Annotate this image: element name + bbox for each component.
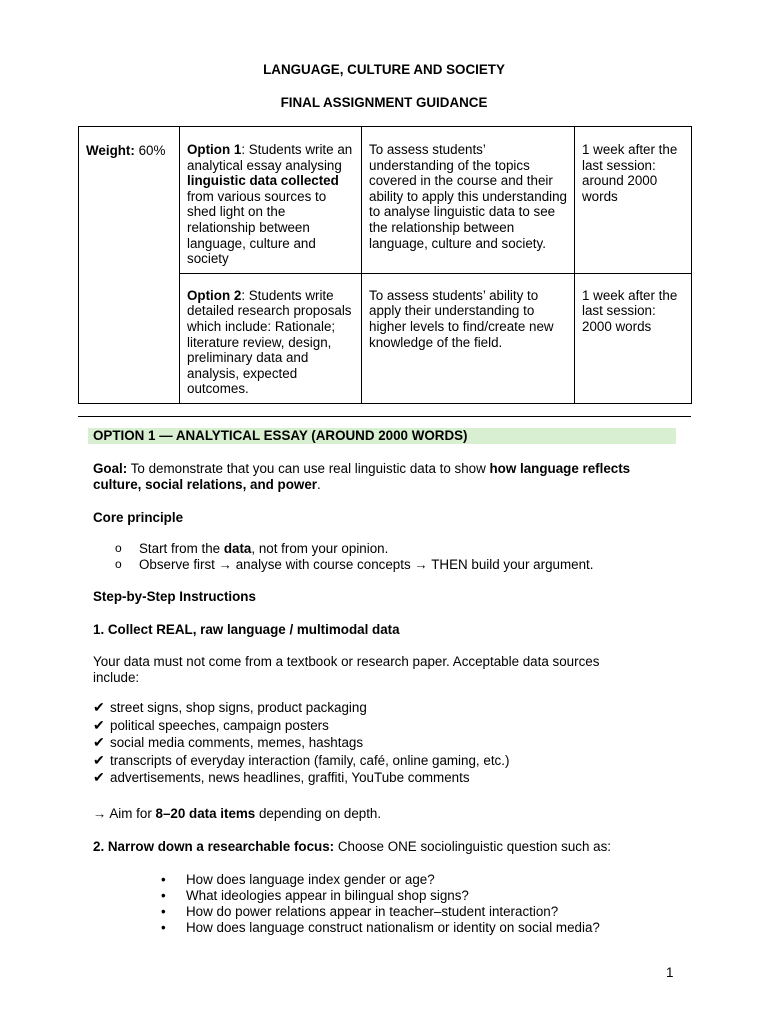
question-item: How does language construct nationalism or identity on social media? — [186, 920, 600, 935]
arrow-right-icon: → — [93, 806, 107, 821]
assessment-table — [78, 126, 692, 404]
option1-heading: OPTION 1 — ANALYTICAL ESSAY (AROUND 2000 WORDS) — [93, 428, 468, 443]
question-item: What ideologies appear in bilingual shop signs? — [186, 888, 469, 903]
list-item — [93, 700, 509, 718]
aim-line — [93, 806, 381, 822]
step2-label: 2. Narrow down a researchable focus: — [93, 839, 335, 854]
section-divider — [78, 416, 691, 417]
step2-line — [93, 839, 611, 855]
table-row — [79, 127, 692, 274]
document-subtitle: FINAL ASSIGNMENT GUIDANCE — [280, 95, 488, 110]
document-title: LANGUAGE, CULTURE AND SOCIETY — [263, 62, 505, 77]
bullet-icon: • — [161, 872, 166, 887]
option2-name: Option 2 — [187, 287, 242, 303]
core-item-1-post: , not from your opinion. — [251, 541, 389, 556]
option2-description — [180, 273, 362, 403]
weight-value: 60% — [138, 143, 166, 158]
list-item — [93, 718, 509, 736]
list-item — [93, 753, 509, 771]
core-principle-heading: Core principle — [93, 510, 184, 525]
core-principle-list — [115, 541, 594, 573]
goal-bold-1: how language reflects — [489, 461, 631, 476]
step1-intro — [93, 654, 693, 685]
list-item — [115, 557, 594, 573]
check-icon: ✔ — [93, 699, 105, 715]
data-source-item: social media comments, memes, hashtags — [110, 735, 364, 750]
list-item — [161, 904, 600, 920]
page-number: 1 — [666, 965, 674, 980]
core-item-1-pre: Start from the — [139, 541, 224, 556]
check-icon: ✔ — [93, 716, 105, 733]
weight-cell — [79, 127, 180, 404]
option2-desc: : Students write detailed research proposals which include: Rationale; literature review, design, preliminary data and analysis, expected outcomes. — [187, 287, 352, 397]
bullet-icon: • — [161, 920, 166, 935]
circle-bullet-icon: o — [115, 541, 122, 555]
goal-label: Goal: — [93, 461, 128, 476]
list-item — [93, 770, 509, 788]
goal-bold-2: culture, social relations, and power — [93, 476, 317, 492]
circle-bullet-icon: o — [115, 557, 122, 571]
check-icon: ✔ — [93, 734, 105, 750]
option1-deadline: 1 week after the last session: around 2000 words — [575, 127, 692, 274]
core-item-2: Observe first → analyse with course concepts → THEN build your argument. — [139, 557, 594, 572]
question-item: How do power relations appear in teacher–student interaction? — [186, 904, 559, 919]
option1-heading-highlight — [88, 428, 676, 444]
option1-description — [180, 127, 362, 274]
check-icon: ✔ — [93, 751, 105, 768]
data-sources-list — [93, 700, 509, 788]
question-item: How does language index gender or age? — [186, 872, 435, 887]
aim-pre: Aim for — [106, 806, 156, 821]
step1-heading: 1. Collect REAL, raw language / multimodal data — [93, 622, 400, 637]
core-item-1-bold: data — [223, 541, 252, 556]
step2-text: Choose ONE sociolinguistic question such as: — [334, 839, 612, 854]
option1-name: Option 1 — [187, 142, 242, 157]
aim-bold: 8–20 data items — [155, 806, 256, 821]
list-item — [93, 735, 509, 753]
bullet-icon: • — [161, 904, 166, 919]
goal-end: . — [316, 476, 321, 492]
goal-text: To demonstrate that you can use real linguistic data to show — [127, 461, 490, 476]
option2-aim: To assess students’ ability to apply their understanding to higher levels to find/create new knowledge of the field. — [362, 273, 575, 403]
data-source-item: advertisements, news headlines, graffiti, YouTube comments — [110, 770, 470, 785]
list-item — [161, 872, 600, 888]
list-item — [115, 541, 593, 557]
option2-deadline: 1 week after the last session: 2000 words — [575, 273, 692, 403]
option1-desc-b: from various sources to shed light on the relationship between language, culture and society — [187, 188, 327, 267]
check-icon: ✔ — [93, 769, 105, 785]
list-item — [161, 888, 600, 904]
weight-label: Weight: — [86, 143, 135, 158]
option1-desc-bold: linguistic data collected — [187, 173, 339, 189]
step1-intro-line1: Your data must not come from a textbook or research paper. Acceptable data sources — [93, 654, 600, 669]
option1-aim: To assess students’ understanding of the topics covered in the course and their ability to apply this understanding to analyse linguistic data to see the relationship between language, culture and society. — [362, 127, 575, 274]
goal-paragraph — [93, 461, 693, 492]
data-source-item: political speeches, campaign posters — [110, 717, 329, 733]
data-source-item: transcripts of everyday interaction (family, café, online gaming, etc.) — [110, 752, 510, 768]
aim-post: depending on depth. — [255, 806, 382, 821]
step1-intro-line2: include: — [93, 669, 140, 685]
option1-desc-a: : Students write an analytical essay analysing — [187, 142, 353, 173]
bullet-icon: • — [161, 888, 166, 903]
steps-heading: Step-by-Step Instructions — [93, 589, 256, 604]
list-item — [161, 920, 600, 936]
research-questions-list — [161, 872, 600, 936]
data-source-item: street signs, shop signs, product packaging — [110, 700, 367, 715]
